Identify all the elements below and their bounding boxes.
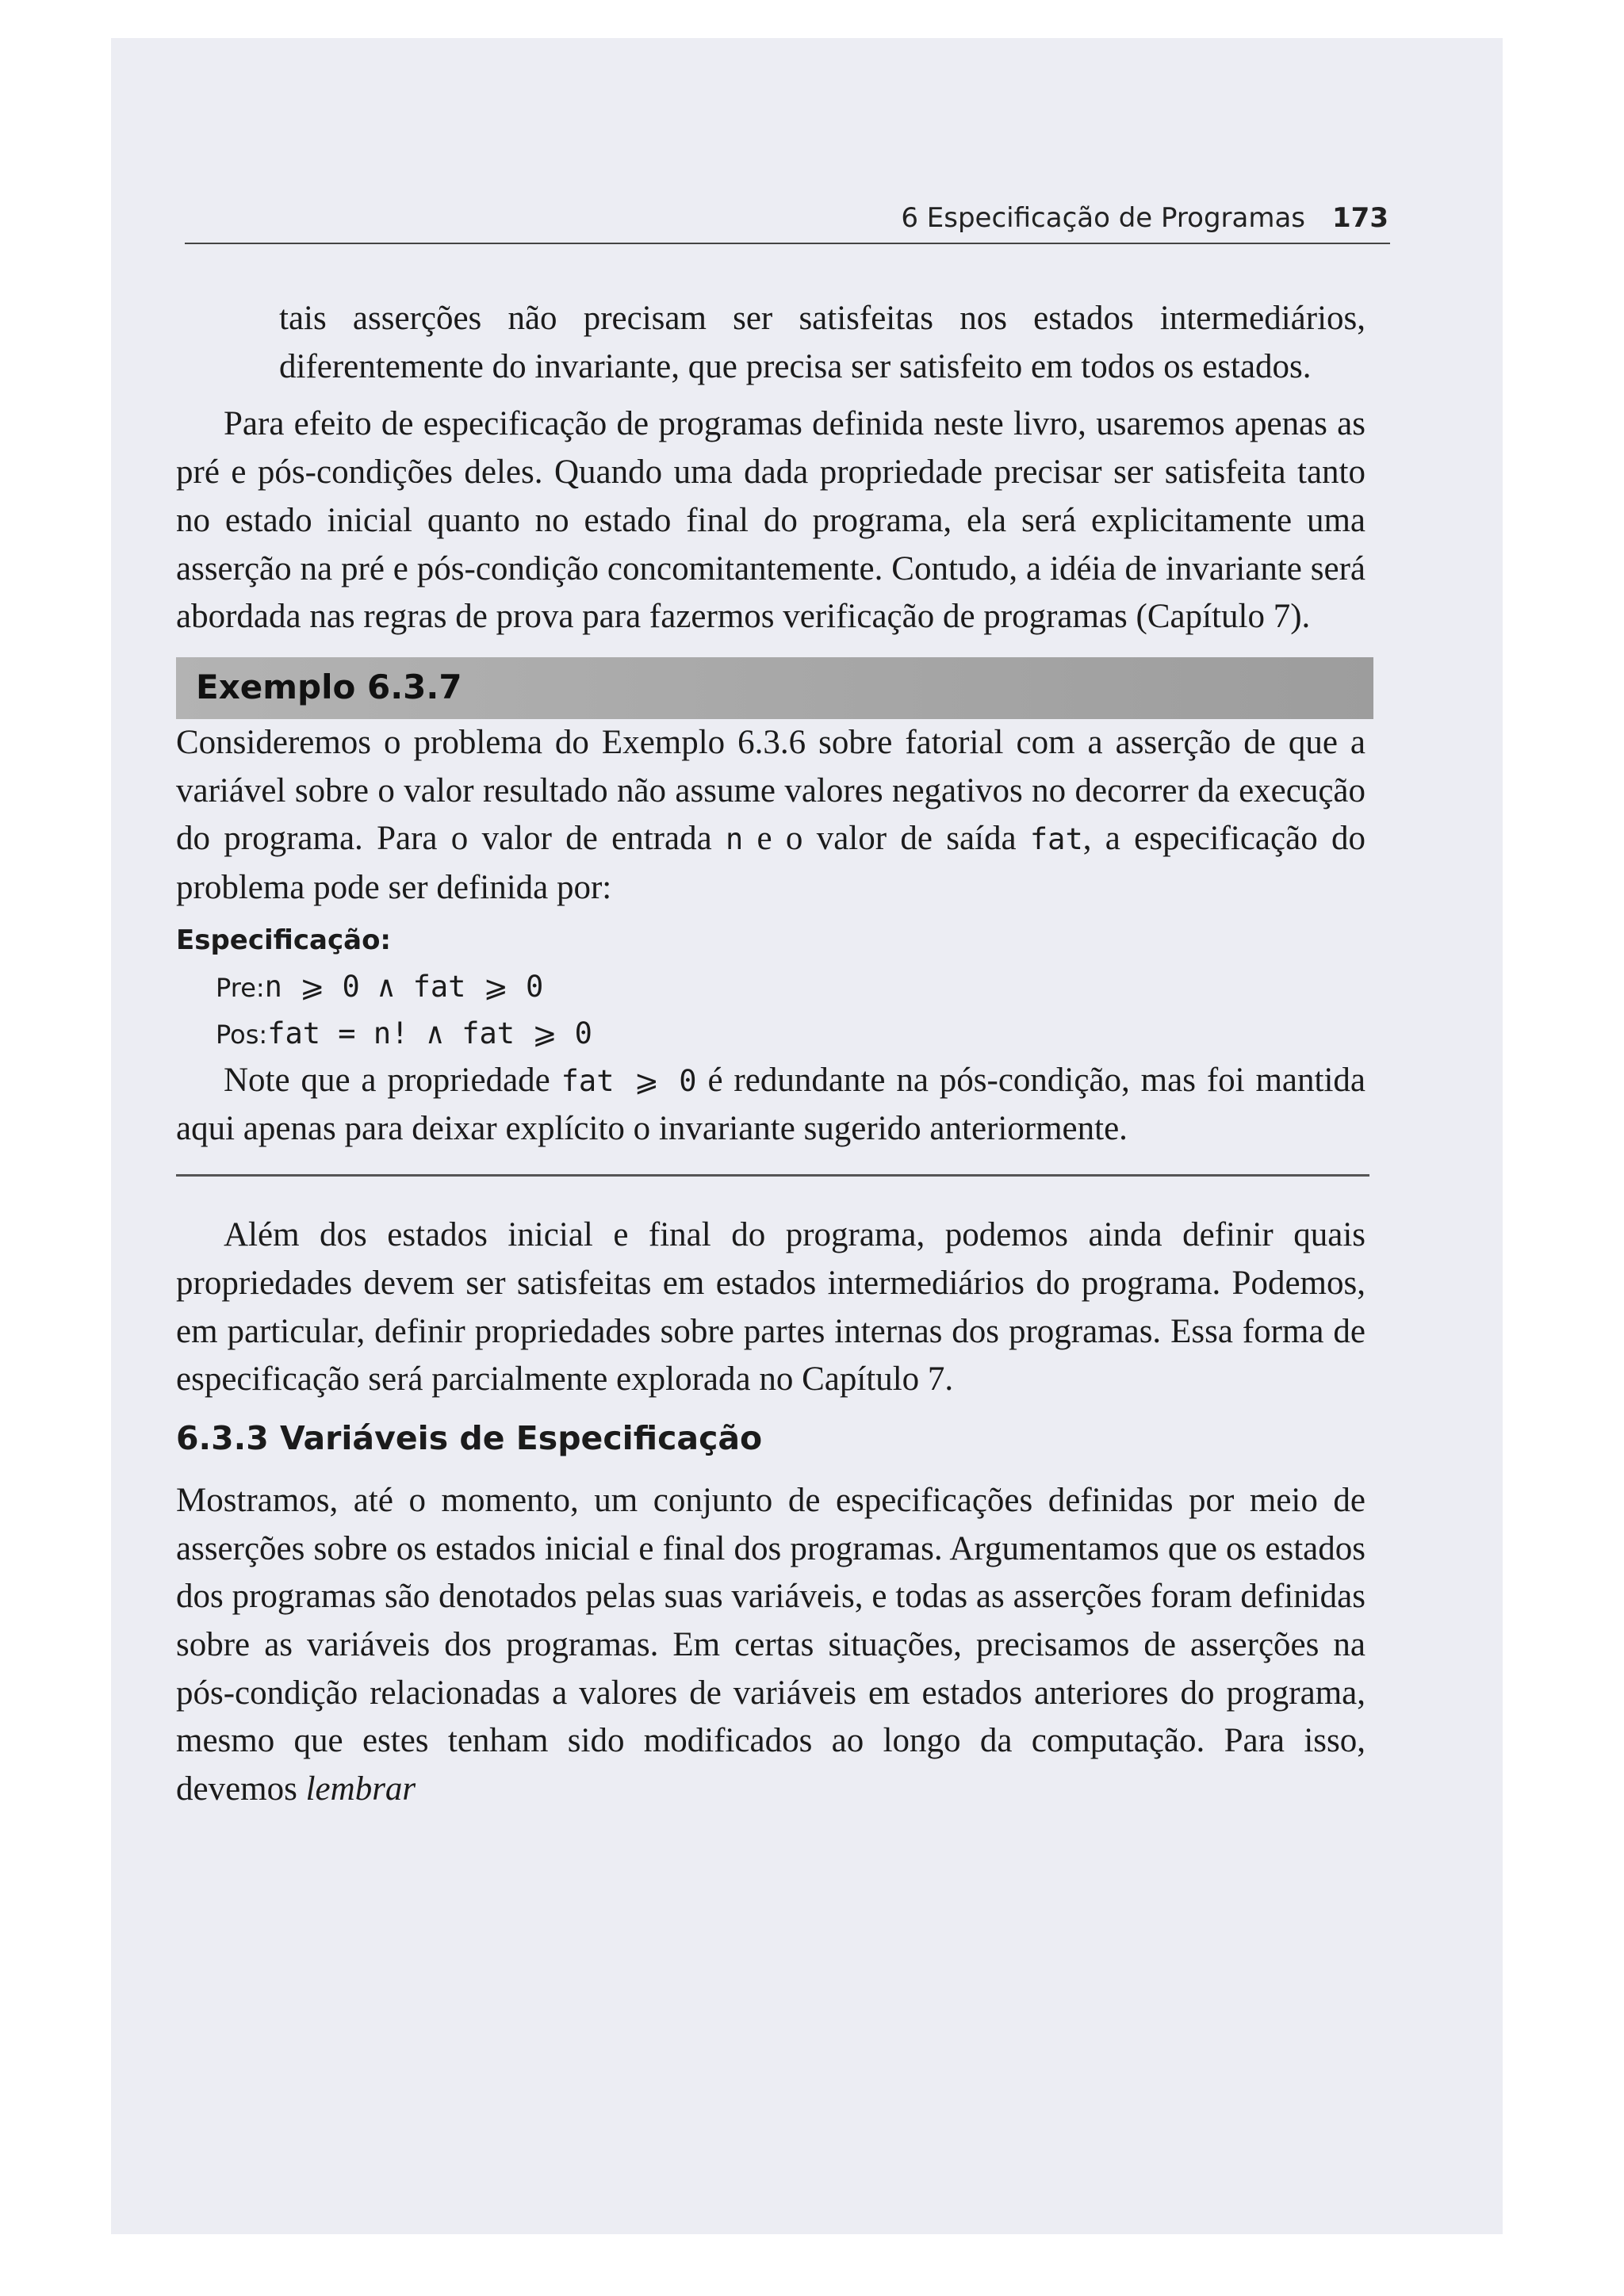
example-note: Note que a propriedade fat ⩾ 0 é redundante na pós-condição, mas foi mantida aqui apenas para deixar explícito o invariante sugerido anteriormente. bbox=[176, 1061, 1365, 1148]
pos-formula: fat = n! ∧ fat ⩾ 0 bbox=[267, 1016, 592, 1050]
chapter-title: 6 Especificação de Programas bbox=[901, 202, 1306, 234]
example-intro: Consideremos o problema do Exemplo 6.3.6 sobre fatorial com a asserção de que a variável sobre o valor resultado não assume valores negativos no decorrer da execução do programa. Para o valor de entrada n e o valor de saída fat, a especificação do problema pode ser definida por: bbox=[176, 723, 1365, 907]
continuation-text: tais asserções não precisam ser satisfeitas nos estados intermediários, diferentemente do invariante, que precisa ser satisfeito em todos os estados. bbox=[279, 300, 1365, 385]
section-text: Mostramos, até o momento, um conjunto de especificações definidas por meio de asserções sobre os estados inicial e final dos programas. Argumentamos que os estados dos programas são denotados pelas suas variáveis, e todas as asserções foram definidas sobre as variáveis dos programas. Em certas situações, precisamos de asserções na pós-condição relacionadas a valores de variáveis em estados anteriores do programa, mesmo que estes tenham sido modificados ao longo da computação. Para isso, devemos lembrar bbox=[176, 1481, 1365, 1808]
example-header-bar bbox=[176, 657, 1373, 719]
var-fat: fat bbox=[1029, 822, 1083, 857]
postcondition bbox=[176, 1010, 1365, 1057]
pos-tag: Pos: bbox=[216, 1019, 268, 1050]
page-number: 173 bbox=[1332, 202, 1388, 234]
pre-formula: n ⩾ 0 ∧ fat ⩾ 0 bbox=[264, 969, 544, 1004]
example-end-rule bbox=[176, 1174, 1369, 1177]
example-title: Exemplo 6.3.7 bbox=[196, 667, 462, 706]
spec-label: Especificação: bbox=[176, 924, 392, 956]
note-formula: fat ⩾ 0 bbox=[561, 1063, 697, 1098]
page-body bbox=[176, 295, 1365, 1814]
running-header bbox=[185, 202, 1388, 242]
header-rule bbox=[185, 243, 1390, 244]
pre-tag: Pre: bbox=[216, 972, 265, 1003]
section-heading: 6.3.3 Variáveis de Especificação bbox=[176, 1418, 763, 1457]
precondition bbox=[176, 963, 1365, 1010]
paragraph-pre-pos: Para efeito de especificação de programas definida neste livro, usaremos apenas as pré e pós-condições deles. Quando uma dada propriedade precisar ser satisfeita tanto no estado inicial quanto no estado final do programa, ela será explicitamente uma asserção na pré e pós-condição concomitantemente. Contudo, a idéia de invariante será abordada nas regras de prova para fazermos verificação de programas (Capítulo 7). bbox=[176, 405, 1365, 636]
italic-word: lembrar bbox=[305, 1770, 416, 1808]
var-n: n bbox=[725, 822, 744, 857]
paragraph-intermediate-states: Além dos estados inicial e final do programa, podemos ainda definir quais propriedades devem ser satisfeitas em estados intermediários do programa. Podemos, em particular, definir propriedades sobre partes internas dos programas. Essa forma de especificação será parcialmente explorada no Capítulo 7. bbox=[176, 1216, 1365, 1399]
